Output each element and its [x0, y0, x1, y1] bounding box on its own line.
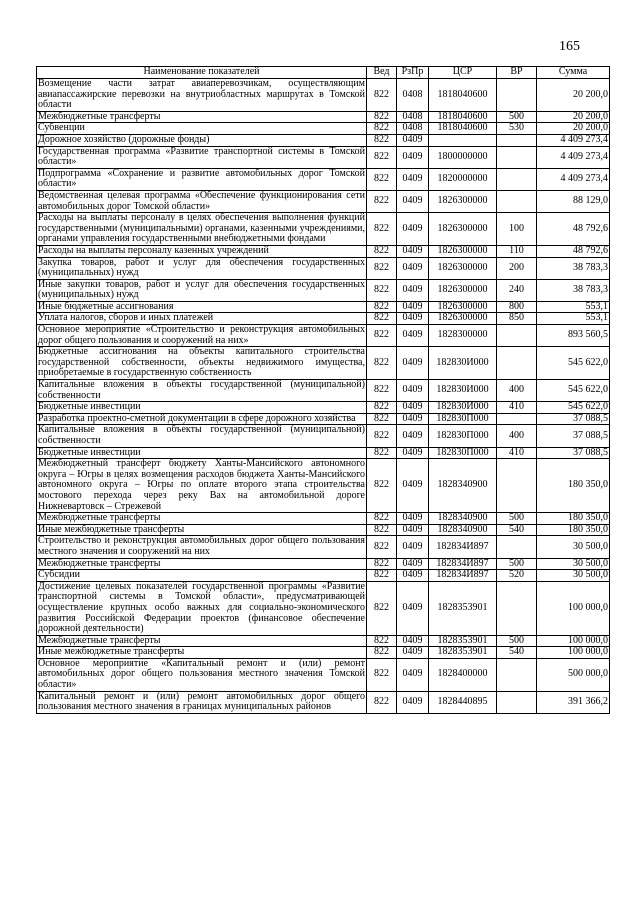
cell-sum: 48 792,6	[537, 245, 610, 257]
cell-rzpr: 0409	[397, 301, 429, 313]
cell-rzpr: 0409	[397, 190, 429, 212]
cell-csr: 1818040600	[429, 111, 497, 123]
cell-csr: 182830П000	[429, 447, 497, 459]
table-row	[37, 402, 610, 414]
cell-csr: 182834И897	[429, 536, 497, 558]
header-name: Наименование показателей	[37, 67, 367, 79]
cell-name: Возмещение части затрат авиаперевозчикам, осуществляющим авиапассажирские перевозки на внутриобластных маршрутах в Томской области	[38, 78, 365, 111]
cell-vr: 500	[497, 513, 537, 525]
cell-csr: 1826300000	[429, 301, 497, 313]
cell-ved: 822	[367, 213, 397, 246]
cell-vr: 100	[497, 213, 537, 246]
cell-vr: 800	[497, 301, 537, 313]
cell-sum: 545 622,0	[537, 402, 610, 414]
cell-csr: 182834И897	[429, 570, 497, 582]
cell-vr	[497, 347, 537, 380]
cell-name: Строительство и реконструкция автомобильных дорог общего пользования местного значения и сооружений на них	[38, 535, 365, 557]
cell-csr: 1828353901	[429, 635, 497, 647]
cell-rzpr: 0409	[397, 558, 429, 570]
cell-ved: 822	[367, 459, 397, 513]
cell-ved: 822	[367, 146, 397, 168]
cell-vr: 530	[497, 123, 537, 135]
cell-vr: 200	[497, 257, 537, 279]
cell-sum: 180 350,0	[537, 459, 610, 513]
table-row	[37, 325, 610, 347]
cell-name: Субвенции	[37, 123, 367, 135]
cell-name: Основное мероприятие «Строительство и реконструкция автомобильных дорог общего пользования и сооружений на них»	[38, 324, 365, 346]
cell-csr	[429, 134, 497, 146]
cell-sum: 553,1	[537, 301, 610, 313]
cell-ved: 822	[367, 513, 397, 525]
cell-sum: 48 792,6	[537, 213, 610, 246]
cell-sum: 88 129,0	[537, 190, 610, 212]
cell-name: Бюджетные инвестиции	[37, 447, 367, 459]
cell-ved: 822	[367, 123, 397, 135]
cell-name: Бюджетные ассигнования на объекты капитального строительства государственной собственности, объекты недвижимого имущества, приобретаемые в государственную собственность	[38, 346, 365, 379]
cell-name: Капитальный ремонт и (или) ремонт автомобильных дорог общего пользования местного значения в границах муниципальных районов	[38, 690, 365, 713]
cell-name: Субсидии	[37, 570, 367, 582]
cell-ved: 822	[367, 279, 397, 301]
cell-sum: 180 350,0	[537, 524, 610, 536]
cell-csr: 1828340900	[429, 524, 497, 536]
cell-name: Иные закупки товаров, работ и услуг для обеспечения государственных (муниципальных) нужд	[38, 278, 365, 301]
cell-rzpr: 0409	[397, 459, 429, 513]
cell-csr: 1828340900	[429, 513, 497, 525]
cell-csr: 1828400000	[429, 658, 497, 691]
cell-csr: 1826300000	[429, 313, 497, 325]
cell-ved: 822	[367, 313, 397, 325]
cell-name: Ведомственная целевая программа «Обеспечение функционирования сети автомобильных дорог Томской области»	[38, 189, 365, 212]
cell-rzpr: 0409	[397, 447, 429, 459]
cell-sum: 20 200,0	[537, 79, 610, 112]
cell-vr: 410	[497, 402, 537, 414]
table-row	[37, 79, 610, 112]
cell-rzpr: 0409	[397, 380, 429, 402]
cell-ved: 822	[367, 536, 397, 558]
cell-sum: 553,1	[537, 313, 610, 325]
cell-sum: 4 409 273,4	[537, 146, 610, 168]
table-row	[37, 425, 610, 447]
cell-sum: 38 783,3	[537, 257, 610, 279]
table-row	[37, 190, 610, 212]
cell-sum: 180 350,0	[537, 513, 610, 525]
cell-rzpr: 0408	[397, 123, 429, 135]
cell-ved: 822	[367, 380, 397, 402]
cell-name: Государственная программа «Развитие транспортной системы в Томской области»	[38, 145, 365, 168]
cell-rzpr: 0409	[397, 536, 429, 558]
cell-csr: 1826300000	[429, 279, 497, 301]
table-row	[37, 558, 610, 570]
cell-vr: 400	[497, 380, 537, 402]
cell-vr	[497, 459, 537, 513]
cell-sum: 545 622,0	[537, 347, 610, 380]
cell-vr	[497, 413, 537, 425]
cell-vr	[497, 691, 537, 713]
table-row	[37, 213, 610, 246]
cell-sum: 100 000,0	[537, 647, 610, 659]
cell-rzpr: 0409	[397, 691, 429, 713]
cell-sum: 20 200,0	[537, 123, 610, 135]
table-row	[37, 447, 610, 459]
cell-rzpr: 0409	[397, 413, 429, 425]
cell-vr: 500	[497, 558, 537, 570]
header-csr: ЦСР	[429, 67, 497, 79]
cell-sum: 100 000,0	[537, 635, 610, 647]
cell-csr: 1826300000	[429, 245, 497, 257]
cell-sum: 4 409 273,4	[537, 168, 610, 190]
cell-rzpr: 0408	[397, 79, 429, 112]
cell-vr: 540	[497, 647, 537, 659]
cell-name: Достижение целевых показателей государственной программы «Развитие транспортной системы в Томской области», предусматривающей осуществление крупных особо важных для социально-экономического развития Российской Федерации проектов (финансовое обеспечение дорожной деятельности)	[38, 580, 365, 635]
cell-sum: 4 409 273,4	[537, 134, 610, 146]
cell-vr	[497, 536, 537, 558]
cell-csr: 1828440895	[429, 691, 497, 713]
cell-name: Капитальные вложения в объекты государственной (муниципальной) собственности	[38, 424, 365, 446]
header-sum: Сумма	[537, 67, 610, 79]
cell-ved: 822	[367, 134, 397, 146]
cell-rzpr: 0409	[397, 146, 429, 168]
cell-csr: 1828353901	[429, 647, 497, 659]
cell-vr	[497, 325, 537, 347]
cell-csr: 1818040600	[429, 123, 497, 135]
cell-csr: 1826300000	[429, 257, 497, 279]
table-row	[37, 570, 610, 582]
table-row	[37, 313, 610, 325]
cell-vr: 540	[497, 524, 537, 536]
cell-sum: 100 000,0	[537, 581, 610, 635]
table-row	[37, 536, 610, 558]
cell-vr	[497, 79, 537, 112]
cell-name: Межбюджетные трансферты	[37, 111, 367, 123]
cell-name: Межбюджетные трансферты	[37, 635, 367, 647]
cell-rzpr: 0409	[397, 245, 429, 257]
cell-ved: 822	[367, 581, 397, 635]
table-row	[37, 380, 610, 402]
cell-ved: 822	[367, 691, 397, 713]
cell-ved: 822	[367, 79, 397, 112]
cell-vr	[497, 134, 537, 146]
cell-name: Разработка проектно-сметной документации в сфере дорожного хозяйства	[37, 413, 367, 425]
cell-rzpr: 0409	[397, 134, 429, 146]
cell-vr: 500	[497, 635, 537, 647]
cell-name: Межбюджетные трансферты	[37, 513, 367, 525]
cell-rzpr: 0409	[397, 581, 429, 635]
cell-sum: 30 500,0	[537, 570, 610, 582]
header-rzpr: РзПр	[397, 67, 429, 79]
cell-name: Иные бюджетные ассигнования	[37, 301, 367, 313]
table-row	[37, 524, 610, 536]
cell-rzpr: 0409	[397, 168, 429, 190]
cell-vr: 240	[497, 279, 537, 301]
cell-csr: 1818040600	[429, 79, 497, 112]
cell-csr: 1826300000	[429, 213, 497, 246]
cell-name: Межбюджетный трансферт бюджету Ханты-Мансийского автономного округа – Югры в целях возмещения расходов бюджета Ханты-Мансийского автономного округа – Югры по оплате второго этапа строительства мостового перехода через реку Вах на автомобильной дороге Нижневартовск – Стрежевой	[38, 458, 365, 512]
page-number: 165	[559, 39, 580, 54]
cell-vr	[497, 168, 537, 190]
cell-sum: 30 500,0	[537, 558, 610, 570]
cell-vr: 410	[497, 447, 537, 459]
cell-rzpr: 0409	[397, 279, 429, 301]
cell-name: Межбюджетные трансферты	[37, 558, 367, 570]
table-row	[37, 279, 610, 301]
header-vr: ВР	[497, 67, 537, 79]
cell-sum: 38 783,3	[537, 279, 610, 301]
cell-name: Дорожное хозяйство (дорожные фонды)	[37, 134, 367, 146]
table-row	[37, 635, 610, 647]
table-row	[37, 257, 610, 279]
table-row	[37, 413, 610, 425]
cell-vr: 520	[497, 570, 537, 582]
header-ved: Вед	[367, 67, 397, 79]
cell-rzpr: 0409	[397, 347, 429, 380]
cell-rzpr: 0409	[397, 313, 429, 325]
cell-rzpr: 0409	[397, 213, 429, 246]
cell-rzpr: 0409	[397, 257, 429, 279]
cell-csr: 1826300000	[429, 190, 497, 212]
cell-name: Закупка товаров, работ и услуг для обеспечения государственных (муниципальных) нужд	[38, 256, 365, 279]
cell-rzpr: 0409	[397, 570, 429, 582]
cell-sum: 500 000,0	[537, 658, 610, 691]
cell-csr: 1828353901	[429, 581, 497, 635]
cell-vr: 400	[497, 425, 537, 447]
cell-ved: 822	[367, 347, 397, 380]
cell-rzpr: 0409	[397, 647, 429, 659]
cell-rzpr: 0409	[397, 325, 429, 347]
cell-name: Уплата налогов, сборов и иных платежей	[37, 313, 367, 325]
cell-name: Иные межбюджетные трансферты	[37, 647, 367, 659]
table-row	[37, 301, 610, 313]
cell-ved: 822	[367, 111, 397, 123]
budget-table	[36, 66, 610, 714]
cell-name: Иные межбюджетные трансферты	[37, 524, 367, 536]
cell-vr	[497, 146, 537, 168]
cell-ved: 822	[367, 245, 397, 257]
cell-sum: 37 088,5	[537, 413, 610, 425]
cell-rzpr: 0409	[397, 524, 429, 536]
cell-sum: 391 366,2	[537, 691, 610, 713]
table-row	[37, 691, 610, 713]
cell-ved: 822	[367, 425, 397, 447]
table-row	[37, 347, 610, 380]
cell-rzpr: 0409	[397, 635, 429, 647]
cell-csr: 182830И000	[429, 380, 497, 402]
table-row	[37, 245, 610, 257]
cell-csr: 182830П000	[429, 425, 497, 447]
cell-sum: 30 500,0	[537, 536, 610, 558]
cell-ved: 822	[367, 447, 397, 459]
cell-ved: 822	[367, 558, 397, 570]
cell-sum: 20 200,0	[537, 111, 610, 123]
cell-name: Основное мероприятие «Капитальный ремонт и (или) ремонт автомобильных дорог общего пользования местного значения Томской области»	[38, 657, 365, 691]
cell-vr: 500	[497, 111, 537, 123]
cell-ved: 822	[367, 647, 397, 659]
cell-ved: 822	[367, 658, 397, 691]
cell-ved: 822	[367, 325, 397, 347]
cell-ved: 822	[367, 635, 397, 647]
cell-name: Бюджетные инвестиции	[37, 402, 367, 414]
table-row	[37, 647, 610, 659]
cell-ved: 822	[367, 190, 397, 212]
cell-rzpr: 0408	[397, 111, 429, 123]
cell-sum: 893 560,5	[537, 325, 610, 347]
table-row	[37, 146, 610, 168]
cell-vr	[497, 581, 537, 635]
cell-ved: 822	[367, 168, 397, 190]
cell-csr: 182830П000	[429, 413, 497, 425]
cell-name: Расходы на выплаты персоналу в целях обеспечения выполнения функций государственными (муниципальными) органами, казенными учреждениями, органами управления государственными внебюджетными фондами	[38, 212, 365, 245]
table-row	[37, 459, 610, 513]
cell-sum: 545 622,0	[537, 380, 610, 402]
table-row	[37, 111, 610, 123]
cell-ved: 822	[367, 570, 397, 582]
cell-vr	[497, 658, 537, 691]
cell-name: Расходы на выплаты персоналу казенных учреждений	[37, 245, 367, 257]
cell-rzpr: 0409	[397, 658, 429, 691]
cell-ved: 822	[367, 402, 397, 414]
cell-vr: 850	[497, 313, 537, 325]
cell-name: Подпрограмма «Сохранение и развитие автомобильных дорог Томской области»	[38, 167, 365, 190]
cell-ved: 822	[367, 257, 397, 279]
cell-ved: 822	[367, 524, 397, 536]
table-row	[37, 168, 610, 190]
cell-sum: 37 088,5	[537, 447, 610, 459]
cell-vr	[497, 190, 537, 212]
cell-csr: 182830И000	[429, 347, 497, 380]
table-row	[37, 581, 610, 635]
table-body	[37, 79, 610, 714]
cell-csr: 1820000000	[429, 168, 497, 190]
table-header-row	[37, 67, 610, 79]
cell-vr: 110	[497, 245, 537, 257]
cell-csr: 182834И897	[429, 558, 497, 570]
table-row	[37, 134, 610, 146]
cell-csr: 1828340900	[429, 459, 497, 513]
table-row	[37, 513, 610, 525]
cell-sum: 37 088,5	[537, 425, 610, 447]
cell-rzpr: 0409	[397, 402, 429, 414]
cell-rzpr: 0409	[397, 513, 429, 525]
cell-csr: 1800000000	[429, 146, 497, 168]
cell-ved: 822	[367, 413, 397, 425]
cell-ved: 822	[367, 301, 397, 313]
cell-csr: 1828300000	[429, 325, 497, 347]
cell-rzpr: 0409	[397, 425, 429, 447]
table-row	[37, 658, 610, 691]
cell-csr: 182830И000	[429, 402, 497, 414]
cell-name: Капитальные вложения в объекты государственной (муниципальной) собственности	[38, 379, 365, 401]
table-row	[37, 123, 610, 135]
